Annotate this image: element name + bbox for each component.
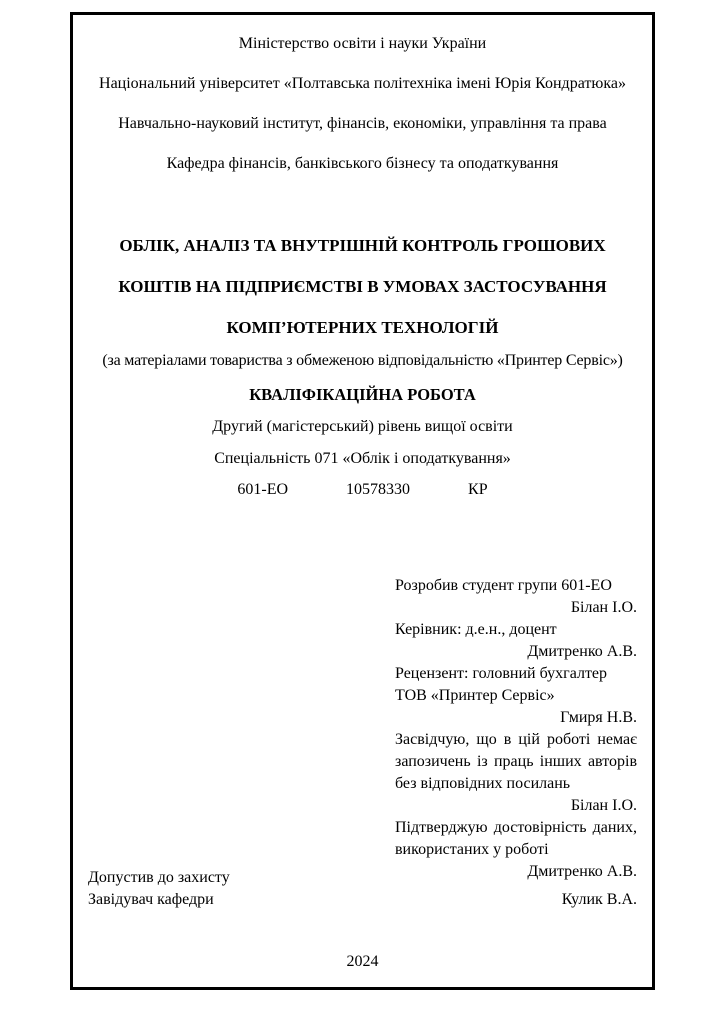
- credit-declaration-originality-label: Засвідчую, що в цій роботі немає запозичень із праць інших авторів без відповідних посилань: [395, 731, 637, 792]
- approval-line2: Завідувач кафедри: [88, 891, 214, 908]
- credit-reviewer: [395, 663, 637, 729]
- page-title: ОБЛІК, АНАЛІЗ ТА ВНУТРІШНІЙ КОНТРОЛЬ ГРОШОВИХ КОШТІВ НА ПІДПРИЄМСТВІ В УМОВАХ ЗАСТОСУВАННЯ КОМП’ЮТЕРНИХ ТЕХНОЛОГІЙ: [118, 236, 607, 337]
- credit-developer-label: Розробив студент групи 601-ЕО: [395, 577, 612, 594]
- credits-block: [395, 575, 637, 883]
- credit-declaration-data-name: Дмитренко А.В.: [527, 863, 637, 880]
- credit-supervisor: [395, 619, 637, 663]
- approval-block: [88, 867, 637, 911]
- institute-line: Навчально-науковий інститут, фінансів, економіки, управління та права: [118, 115, 607, 132]
- document-page: [70, 12, 655, 990]
- credit-developer: [395, 575, 637, 619]
- credit-declaration-originality: [395, 729, 637, 817]
- group-code: 601-ЕО: [237, 481, 289, 498]
- department-line: Кафедра фінансів, банківського бізнесу та оподаткування: [166, 155, 559, 172]
- university-line: Національний університет «Полтавська політехніка імені Юрія Кондратюка»: [99, 75, 626, 92]
- codes-row: [88, 479, 637, 501]
- student-id-code: 10578330: [346, 481, 411, 498]
- approval-left: [88, 867, 230, 911]
- credit-declaration-data-label: Підтверджую достовірність даних, використаних у роботі: [395, 819, 637, 858]
- work-code: КР: [468, 481, 488, 498]
- ministry-line: Міністерство освіти і науки України: [238, 35, 487, 52]
- degree-level: Другий (магістерський) рівень вищої освіти: [212, 418, 513, 435]
- credit-reviewer-name: Гмиря Н.В.: [560, 709, 637, 726]
- year-line: 2024: [346, 953, 379, 970]
- credit-supervisor-name: Дмитренко А.В.: [527, 643, 637, 660]
- credit-reviewer-label: Рецензент: головний бухгалтер ТОВ «Принтер Сервіс»: [395, 665, 608, 704]
- credit-developer-name: Білан І.О.: [570, 599, 637, 616]
- work-type: КВАЛІФІКАЦІЙНА РОБОТА: [249, 385, 476, 404]
- credit-declaration-originality-name: Білан І.О.: [570, 797, 637, 814]
- subtitle-materials: (за матеріалами товариства з обмеженою відповідальністю «Принтер Сервіс»): [102, 352, 623, 369]
- approval-line1: Допустив до захисту: [88, 869, 230, 886]
- specialty-line: Спеціальність 071 «Облік і оподаткування»: [214, 450, 511, 467]
- credit-supervisor-label: Керівник: д.е.н., доцент: [395, 621, 557, 638]
- approval-name: Кулик В.А.: [561, 891, 637, 908]
